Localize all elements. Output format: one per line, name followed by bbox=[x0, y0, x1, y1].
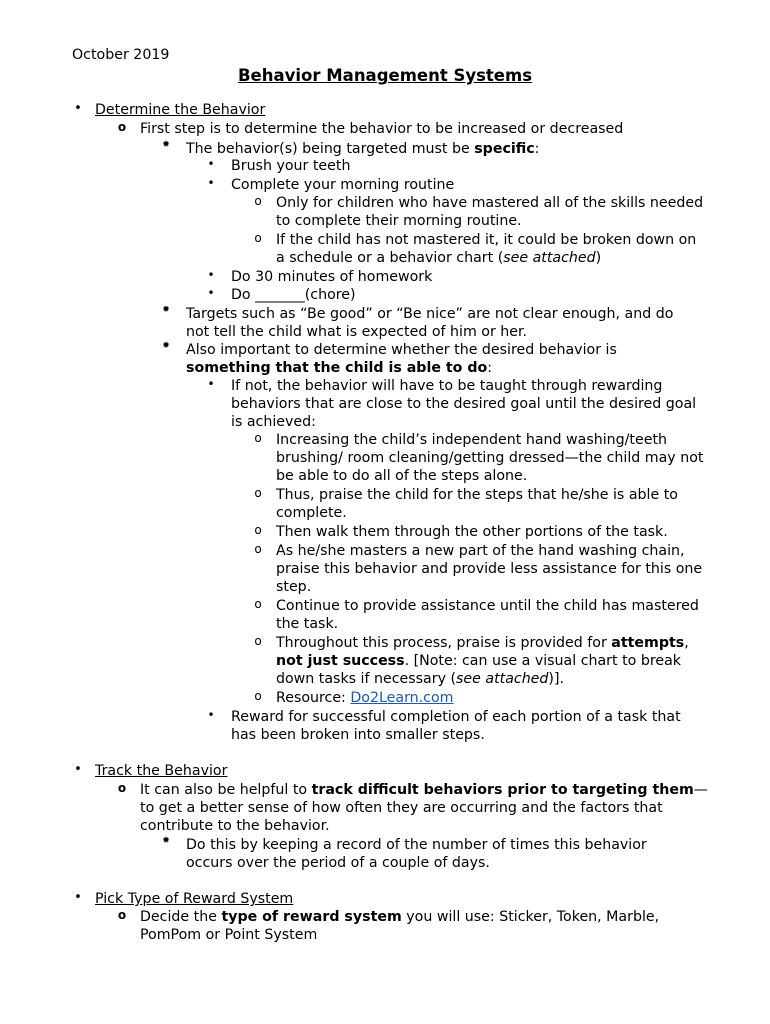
list-item-sub3: Then walk them through the other portions of the task. bbox=[276, 524, 668, 540]
circle-marker: o bbox=[117, 781, 127, 795]
list-item-first-step: First step is to determine the behavior to be increased or decreased bbox=[140, 121, 624, 137]
list-item-routine: Complete your morning routine bbox=[231, 177, 455, 193]
text: ) bbox=[595, 250, 602, 267]
list-item-if-not: If not, the behavior will have to be taught through rewarding behaviors that are close to the desired goal until the desired goal is achieved: bbox=[231, 378, 697, 431]
star-marker: ✹ bbox=[162, 341, 170, 351]
list-item-reward-type bbox=[140, 908, 710, 944]
text: —to get a better sense of how often they are occurring and the factors that contribute to the behavior. bbox=[140, 782, 708, 835]
text: Also important to determine whether the desired behavior is bbox=[186, 342, 617, 358]
emphasis: specific bbox=[474, 141, 535, 157]
list-item-sub2: Thus, praise the child for the steps that he/she is able to complete. bbox=[276, 487, 678, 522]
circle-marker: o bbox=[254, 542, 262, 556]
emphasis: something that the child is able to do bbox=[186, 360, 488, 377]
bullet-marker: • bbox=[207, 377, 215, 391]
text: . [Note: can use a visual chart to break down tasks if necessary ( bbox=[276, 653, 682, 688]
section-heading-determine: Determine the Behavior bbox=[95, 102, 266, 118]
text: you will use: Sticker, Token, Marble, PomPom or Point System bbox=[140, 909, 660, 944]
circle-marker: o bbox=[254, 689, 262, 703]
text: It can also be helpful to bbox=[140, 782, 312, 798]
text: If the child has not mastered it, it could be broken down on a schedule or a behavior chart ( bbox=[276, 232, 697, 267]
list-item-targets: Targets such as “Be good” or “Be nice” are not clear enough, and do not tell the child what is expected of him or her. bbox=[186, 306, 674, 341]
do2learn-link[interactable]: Do2Learn.com bbox=[350, 690, 454, 706]
list-item-sub5: Continue to provide assistance until the child has mastered the task. bbox=[276, 598, 699, 633]
star-marker: ✹ bbox=[162, 836, 170, 846]
star-marker: ✹ bbox=[162, 140, 170, 150]
section-heading-reward-system: Pick Type of Reward System bbox=[95, 891, 294, 907]
bullet-marker: • bbox=[207, 157, 215, 171]
bullet-marker: • bbox=[207, 268, 215, 282]
emphasis: track difficult behaviors prior to targeting them bbox=[311, 782, 694, 798]
bullet-marker: • bbox=[74, 101, 82, 116]
emphasis: attempts bbox=[611, 635, 685, 651]
bullet-marker: • bbox=[207, 176, 215, 190]
list-item-routine-a: Only for children who have mastered all of the skills needed to complete their morning routine. bbox=[276, 195, 704, 230]
star-marker: ✹ bbox=[162, 305, 170, 315]
text: Decide the bbox=[140, 909, 222, 925]
document-date: October 2019 bbox=[72, 47, 170, 63]
section-heading-track: Track the Behavior bbox=[95, 763, 228, 779]
text: , bbox=[684, 635, 689, 651]
emphasis: type of reward system bbox=[221, 909, 402, 925]
list-item-resource bbox=[276, 689, 706, 707]
circle-marker: o bbox=[254, 523, 262, 537]
circle-marker: o bbox=[254, 486, 262, 500]
bullet-marker: • bbox=[207, 286, 215, 300]
list-item-important bbox=[186, 341, 696, 377]
list-item-sub4: As he/she masters a new part of the hand washing chain, praise this behavior and provide less assistance for this one step. bbox=[276, 543, 703, 596]
document-title: Behavior Management Systems bbox=[237, 66, 533, 85]
list-item-sub6 bbox=[276, 634, 706, 689]
list-item-brush: Brush your teeth bbox=[231, 158, 351, 174]
text: The behavior(s) being targeted must be bbox=[186, 141, 475, 157]
text: Resource: bbox=[276, 690, 351, 706]
circle-marker: o bbox=[254, 431, 262, 445]
list-item-sub1: Increasing the child’s independent hand washing/teeth brushing/ room cleaning/getting dressed—the child may not be able to do all of the steps alone. bbox=[276, 432, 704, 485]
bullet-marker: • bbox=[207, 708, 215, 722]
bullet-marker: • bbox=[74, 890, 82, 905]
italic-text: see attached bbox=[456, 671, 549, 688]
list-item-chore: Do _______(chore) bbox=[231, 287, 356, 303]
circle-marker: o bbox=[254, 597, 262, 611]
italic-text: see attached bbox=[503, 250, 596, 267]
text: Throughout this process, praise is provided for bbox=[276, 635, 612, 651]
circle-marker: o bbox=[117, 908, 127, 922]
circle-marker: o bbox=[254, 194, 262, 208]
list-item-track bbox=[140, 781, 710, 836]
circle-marker: o bbox=[117, 120, 127, 134]
list-item-routine-b bbox=[276, 231, 706, 267]
circle-marker: o bbox=[254, 231, 262, 245]
bullet-marker: • bbox=[74, 762, 82, 777]
list-item-homework: Do 30 minutes of homework bbox=[231, 269, 433, 285]
list-item-record: Do this by keeping a record of the number of times this behavior occurs over the period of a couple of days. bbox=[186, 837, 647, 872]
text: : bbox=[487, 360, 493, 377]
list-item-reward: Reward for successful completion of each portion of a task that has been broken into smaller steps. bbox=[231, 709, 681, 744]
text: : bbox=[534, 141, 540, 157]
emphasis: not just success bbox=[276, 653, 405, 670]
text: )]. bbox=[548, 671, 565, 688]
circle-marker: o bbox=[254, 634, 262, 648]
list-item-specific bbox=[186, 140, 696, 158]
